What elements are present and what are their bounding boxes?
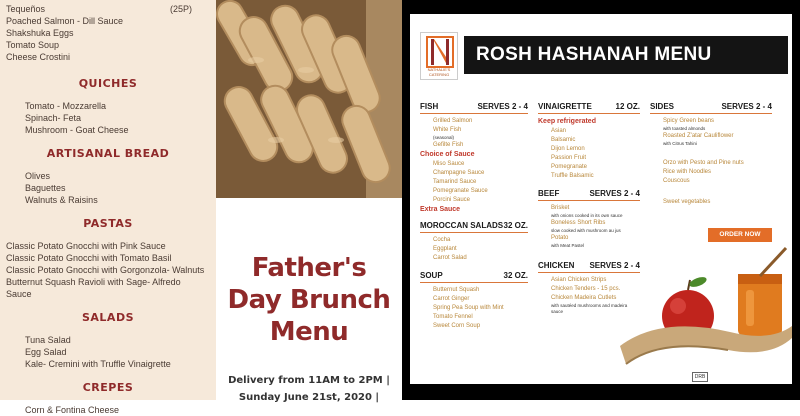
brunch-menu-list-panel <box>0 0 216 415</box>
menu-item: Chicken Tenders - 15 pcs. <box>551 286 621 292</box>
menu-item: Tomato Fennel <box>433 314 473 320</box>
flyer-delivery-info <box>216 372 402 406</box>
menu-item: Baguettes <box>25 183 66 193</box>
menu-item: Dijon Lemon <box>551 146 585 152</box>
menu-item: Rice with Noodles <box>663 169 712 175</box>
menu-item: Champagne Sauce <box>433 170 485 176</box>
menu-item: Carrot Ginger <box>433 296 470 302</box>
menu-column-3 <box>650 102 772 207</box>
menu-item: Asian Chicken Strips <box>551 277 607 283</box>
menu-item-note: slow cooked with mushroom au jus <box>551 228 621 233</box>
section-title: VINAIGRETTE <box>538 102 592 111</box>
logo-text: NATHALIE'S CATERING <box>427 67 451 77</box>
menu-item: Pomegranate Sauce <box>433 188 488 194</box>
menu-item: Walnuts & Raisins <box>25 195 98 205</box>
menu-item: Gefilte Fish <box>433 142 464 148</box>
menu-item-note: with toasted almonds <box>663 126 706 131</box>
menu-item: Sweet vegetables <box>663 199 711 205</box>
menu-item: Cheese Crostini <box>6 52 71 62</box>
section-heading-crepes: CREPES <box>82 381 134 394</box>
section-title: SOUP <box>420 271 443 280</box>
menu-item: Poached Salmon - Dill Sauce <box>6 16 124 26</box>
menu-item-note: with Meat Pastel <box>551 243 585 248</box>
menu-item-note: (seasonal) <box>433 135 455 140</box>
menu-item: Porcini Sauce <box>433 197 471 203</box>
section-heading-pastas: PASTAS <box>83 217 133 230</box>
menu-item: Butternut Squash <box>433 287 480 293</box>
menu-item-tequenos <box>0 3 216 15</box>
menu-item: Kale- Cremini with Truffle Vinaigrette <box>25 359 171 369</box>
menu-item: Classic Potato Gnocchi with Gorgonzola- Walnuts <box>6 265 205 275</box>
menu-item: Carrot Salad <box>433 255 467 261</box>
fathers-day-flyer <box>216 0 402 403</box>
section-title: FISH <box>420 102 439 111</box>
section-title: SIDES <box>650 102 675 111</box>
menu-item: Tuna Salad <box>25 335 71 345</box>
menu-item: Spring Pea Soup with Mint <box>433 305 504 311</box>
menu-item: Classic Potato Gnocchi with Pink Sauce <box>6 241 166 251</box>
menu-item: Mushroom - Goat Cheese <box>25 125 129 135</box>
catering-logo <box>420 32 458 80</box>
section-serving: 32 OZ. <box>503 271 528 280</box>
menu-item: Spinach- Feta <box>25 113 82 123</box>
section-serving: SERVES 2 - 4 <box>477 102 528 111</box>
menu-item: Chicken Madeira Cutlets <box>551 295 617 301</box>
bread-rolls-photo <box>216 0 402 198</box>
menu-sheet <box>410 14 792 384</box>
menu-item: Shakshuka Eggs <box>6 28 74 38</box>
section-serving: SERVES 2 - 4 <box>589 189 640 198</box>
section-heading-quiches: QUICHES <box>78 77 138 90</box>
page-badge: DRB <box>692 372 708 382</box>
menu-item-note: with sautéed mushrooms and madeira sauce <box>551 303 628 314</box>
menu-item: Balsamic <box>551 137 576 143</box>
delivery-date: Sunday June 21st, 2020 | <box>238 392 380 403</box>
menu-item: White Fish <box>433 127 462 133</box>
menu-item: Miso Sauce <box>433 161 465 167</box>
menu-item: Orzo with Pesto and Pine nuts <box>663 160 744 166</box>
menu-item: Boneless Short Ribs <box>551 220 606 226</box>
menu-item: Tamarind Sauce <box>433 179 477 185</box>
menu-item: Grilled Salmon <box>433 118 473 124</box>
menu-column-1 <box>420 102 528 331</box>
menu-item: Spicy Green beans <box>663 118 715 124</box>
sauce-group-label: Choice of Sauce <box>420 151 475 158</box>
section-heading-artisanal-bread: ARTISANAL BREAD <box>46 147 170 160</box>
menu-title-banner: ROSH HASHANAH MENU <box>464 36 788 74</box>
fish-section-header <box>420 102 528 114</box>
menu-item: Truffle Balsamic <box>551 173 594 179</box>
section-title: CHICKEN <box>538 261 575 270</box>
menu-item: Olives <box>25 171 51 181</box>
menu-item: Roasted Z'atar Cauliflower <box>663 133 734 139</box>
section-title: MOROCCAN SALADS <box>420 221 504 230</box>
flyer-title-line: Father's <box>251 253 367 283</box>
delivery-hours: Delivery from 11AM to 2PM | <box>228 375 390 386</box>
section-heading-salads: SALADS <box>81 311 134 324</box>
menu-item: Tomato Soup <box>6 40 60 50</box>
order-now-button[interactable]: ORDER NOW <box>708 228 772 242</box>
menu-item: Butternut Squash Ravioli with Sage- Alfredo <box>6 277 181 287</box>
flyer-title-line: Day Brunch <box>227 285 391 315</box>
refrigerate-note: Keep refrigerated <box>538 118 596 125</box>
menu-item: Sweet Corn Soup <box>433 323 481 329</box>
menu-item: Corn & Fontina Cheese <box>25 405 120 415</box>
soup-section-header <box>420 271 528 283</box>
menu-item: Brisket <box>551 205 570 211</box>
menu-item: Eggplant <box>433 246 457 252</box>
section-serving: 12 OZ. <box>615 102 640 111</box>
menu-item: Potato <box>551 235 569 241</box>
menu-item: Pomegranate <box>551 164 588 170</box>
menu-item: Sauce <box>6 289 32 299</box>
menu-item-label: Tequeños <box>6 4 46 14</box>
menu-item-note: with Citrus Tahini <box>663 141 697 146</box>
flyer-title <box>216 252 402 348</box>
sides-section-header <box>650 102 772 114</box>
menu-item: Asian <box>551 128 567 134</box>
extra-sauce-label: Extra Sauce <box>420 206 461 213</box>
menu-item: Egg Salad <box>25 347 67 357</box>
section-title: BEEF <box>538 189 560 198</box>
moroccan-section-header <box>420 221 528 233</box>
rosh-hashanah-flyer <box>402 0 800 400</box>
flyer-title-line: Menu <box>269 317 349 347</box>
menu-item: Tomato - Mozzarella <box>25 101 107 111</box>
apple-honey-shofar-illustration <box>620 246 792 379</box>
section-serving: SERVES 2 - 4 <box>589 261 640 270</box>
section-serving: SERVES 2 - 4 <box>721 102 772 111</box>
section-serving: 32 OZ. <box>503 221 528 230</box>
menu-item-note: with onions cooked in its own sauce <box>551 213 623 218</box>
beef-section-header <box>538 189 640 201</box>
menu-item: Classic Potato Gnocchi with Tomato Basil <box>6 253 172 263</box>
vinaigrette-section-header <box>538 102 640 114</box>
menu-item: Cocha <box>433 237 451 243</box>
menu-item: Couscous <box>663 178 690 184</box>
menu-item: Passion Fruit <box>551 155 587 161</box>
menu-item-price: (25P) <box>169 4 192 14</box>
